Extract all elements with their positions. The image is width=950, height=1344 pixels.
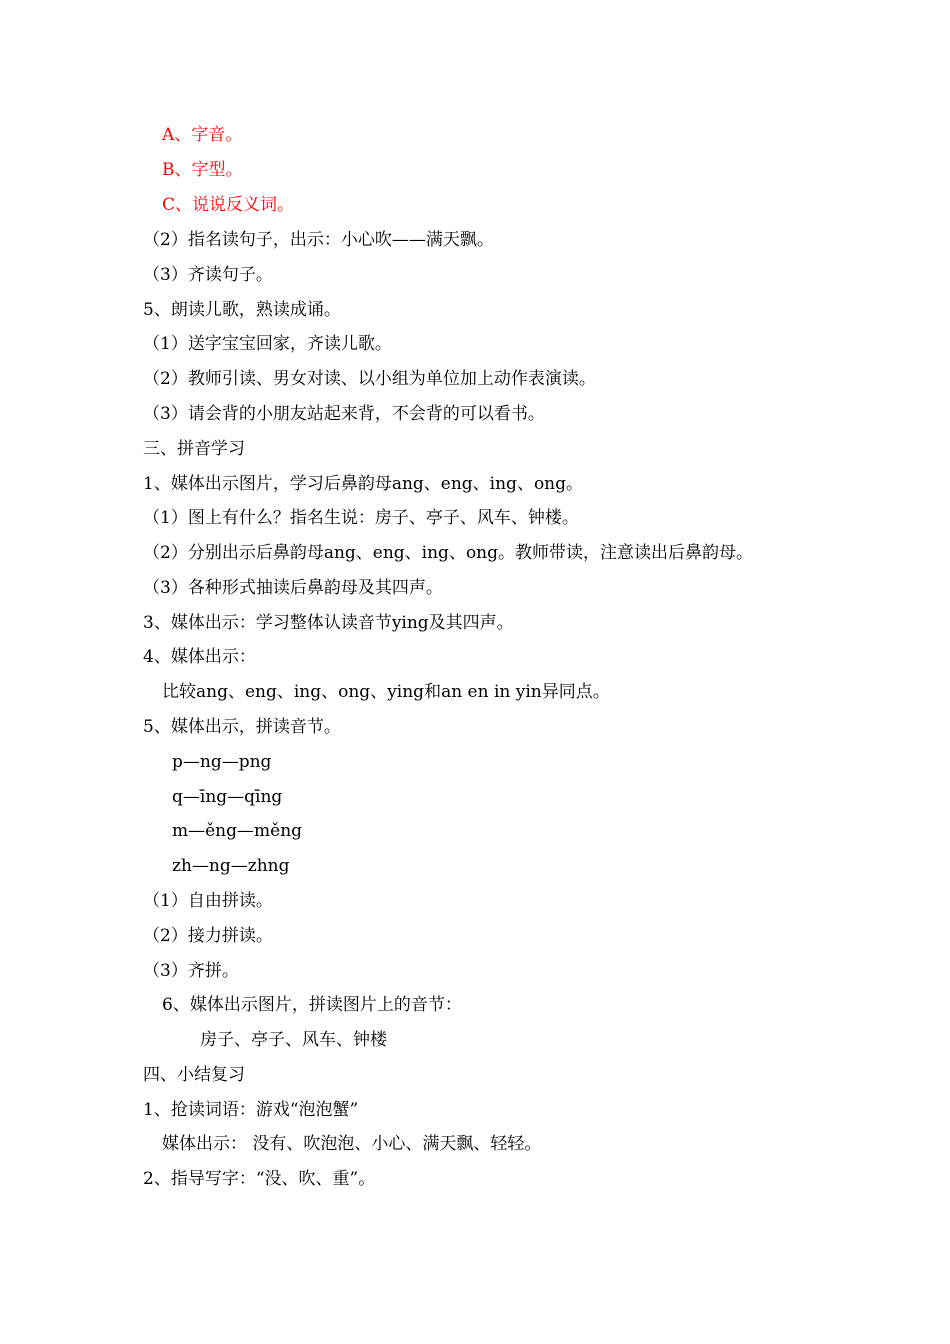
option-b: B、字型。 xyxy=(162,160,243,180)
review-item-2: 2、指导写字：“没、吹、重”。 xyxy=(143,1169,376,1189)
section-5-heading: 5、朗读儿歌，熟读成诵。 xyxy=(143,300,341,320)
review-item-1: 1、抢读词语：游戏“泡泡蟹” xyxy=(143,1100,359,1120)
option-a: A、字音。 xyxy=(162,125,243,145)
pinyin-compare: 比较ang、eng、ing、ong、ying和an en in yin异同点。 xyxy=(162,682,610,702)
spell-step-2: （2）接力拼读。 xyxy=(143,926,273,946)
step-group-read: （3）齐读句子。 xyxy=(143,265,273,285)
syllable-2: q—īng—qīng xyxy=(172,787,283,807)
step-recite: （3）请会背的小朋友站起来背，不会背的可以看书。 xyxy=(143,404,545,424)
section-pinyin-heading: 三、拼音学习 xyxy=(143,439,245,459)
pinyin-item-3: 3、媒体出示：学习整体认读音节ying及其四声。 xyxy=(143,613,514,633)
pinyin-item-4: 4、媒体出示： xyxy=(143,647,256,667)
pinyin-item-5: 5、媒体出示，拼读音节。 xyxy=(143,717,341,737)
pinyin-step-2: （2）分别出示后鼻韵母ang、eng、ing、ong。教师带读，注意读出后鼻韵母。 xyxy=(143,543,754,563)
pinyin-step-1: （1）图上有什么？指名生说：房子、亭子、风车、钟楼。 xyxy=(143,508,579,528)
option-c: C、说说反义词。 xyxy=(162,195,295,215)
spell-step-3: （3）齐拼。 xyxy=(143,961,239,981)
step-read-sentence: （2）指名读句子，出示：小心吹——满天飘。 xyxy=(143,230,494,250)
section-review-heading: 四、小结复习 xyxy=(143,1065,245,1085)
pinyin-item-6: 6、媒体出示图片，拼读图片上的音节： xyxy=(162,995,462,1015)
pinyin-item-1: 1、媒体出示图片，学习后鼻韵母ang、eng、ing、ong。 xyxy=(143,474,584,494)
syllable-3: m—ěng—měng xyxy=(172,821,303,841)
syllable-1: p—ng—png xyxy=(172,752,272,772)
spell-step-1: （1）自由拼读。 xyxy=(143,891,273,911)
review-media-words: 媒体出示： 没有、吹泡泡、小心、满天飘、轻轻。 xyxy=(162,1134,542,1154)
step-send-characters: （1）送字宝宝回家，齐读儿歌。 xyxy=(143,334,392,354)
step-teacher-lead: （2）教师引读、男女对读、以小组为单位加上动作表演读。 xyxy=(143,369,596,389)
syllable-4: zh—ng—zhng xyxy=(172,856,290,876)
picture-words: 房子、亭子、风车、钟楼 xyxy=(200,1030,387,1050)
pinyin-step-3: （3）各种形式抽读后鼻韵母及其四声。 xyxy=(143,578,443,598)
